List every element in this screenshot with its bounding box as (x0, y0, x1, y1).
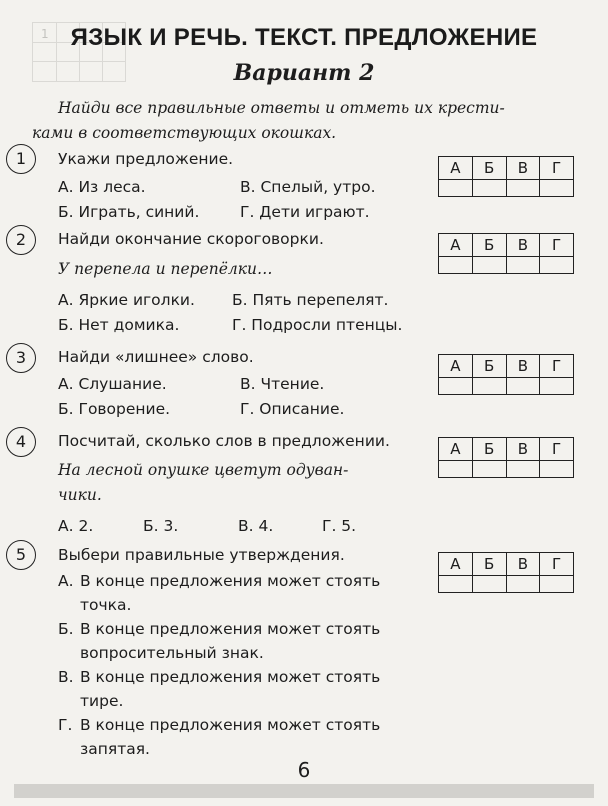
statement-a-line-1: В конце предложения может стоять (80, 572, 381, 590)
question-2-option-a: А. Яркие иголки. (58, 291, 195, 309)
question-number-1: 1 (6, 144, 36, 174)
answer-letter-d: Г (540, 157, 574, 180)
answer-box-4-b[interactable] (472, 461, 506, 478)
question-3-option-d: Г. Описание. (240, 400, 345, 418)
question-4-example-line-2: чики. (58, 486, 102, 504)
statement-b-line-1: В конце предложения может стоять (80, 620, 381, 638)
answer-box-2-b[interactable] (472, 257, 506, 274)
statement-b-letter: Б. (58, 620, 74, 638)
answer-grid-1 (438, 156, 574, 197)
answer-box-2-c[interactable] (506, 257, 540, 274)
answer-letter-a: А (439, 553, 473, 576)
answer-letter-d: Г (540, 553, 574, 576)
answer-grid-2 (438, 233, 574, 274)
answer-letter-b: Б (472, 438, 506, 461)
statement-d-letter: Г. (58, 716, 73, 734)
answer-box-4-c[interactable] (506, 461, 540, 478)
question-2-option-d: Г. Подросли птенцы. (232, 316, 403, 334)
statement-a-letter: А. (58, 572, 74, 590)
answer-box-5-a[interactable] (439, 576, 473, 593)
statement-d-line-1: В конце предложения может стоять (80, 716, 381, 734)
answer-letter-b: Б (472, 157, 506, 180)
question-1-option-c: В. Спелый, утро. (240, 178, 376, 196)
answer-letter-c: В (506, 234, 540, 257)
question-2-prompt: Найди окончание скороговорки. (58, 230, 324, 248)
answer-letter-c: В (506, 355, 540, 378)
answer-box-5-d[interactable] (540, 576, 574, 593)
question-3-prompt: Найди «лишнее» слово. (58, 348, 254, 366)
statement-d-line-2: запятая. (80, 740, 150, 758)
answer-box-3-c[interactable] (506, 378, 540, 395)
page-number: 6 (297, 758, 311, 782)
instruction-line-1: Найди все правильные ответы и отметь их крести- (58, 99, 505, 117)
question-number-3: 3 (6, 343, 36, 373)
question-4-option-a: А. 2. (58, 517, 94, 535)
instruction-line-2: ками в соответствующих окошках. (32, 124, 337, 142)
answer-box-1-c[interactable] (506, 180, 540, 197)
question-number-4: 4 (6, 427, 36, 457)
answer-letter-b: Б (472, 234, 506, 257)
answer-letter-b: Б (472, 355, 506, 378)
answer-box-2-a[interactable] (439, 257, 473, 274)
answer-grid-3 (438, 354, 574, 395)
question-4-option-d: Г. 5. (322, 517, 357, 535)
statement-c-line-1: В конце предложения может стоять (80, 668, 381, 686)
answer-letter-c: В (506, 553, 540, 576)
answer-box-5-c[interactable] (506, 576, 540, 593)
answer-box-5-b[interactable] (472, 576, 506, 593)
statement-b-line-2: вопросительный знак. (80, 644, 264, 662)
answer-box-4-a[interactable] (439, 461, 473, 478)
question-4-option-b: Б. 3. (143, 517, 179, 535)
question-1-option-b: Б. Играть, синий. (58, 203, 200, 221)
answer-letter-a: А (439, 157, 473, 180)
question-4-example-line-1: На лесной опушке цветут одуван- (58, 461, 349, 479)
answer-box-3-a[interactable] (439, 378, 473, 395)
answer-letter-d: Г (540, 355, 574, 378)
answer-letter-a: А (439, 234, 473, 257)
answer-box-1-d[interactable] (540, 180, 574, 197)
question-number-2: 2 (6, 225, 36, 255)
question-1-option-a: А. Из леса. (58, 178, 146, 196)
statement-a-line-2: точка. (80, 596, 132, 614)
ghost-number: 1 (41, 27, 49, 41)
answer-box-1-b[interactable] (472, 180, 506, 197)
question-2-option-b: Б. Нет домика. (58, 316, 180, 334)
answer-box-2-d[interactable] (540, 257, 574, 274)
statement-c-line-2: тире. (80, 692, 124, 710)
answer-box-3-d[interactable] (540, 378, 574, 395)
answer-letter-a: А (439, 355, 473, 378)
question-2-option-c: Б. Пять перепелят. (232, 291, 389, 309)
answer-letter-b: Б (472, 553, 506, 576)
answer-box-1-a[interactable] (439, 180, 473, 197)
statement-c-letter: В. (58, 668, 74, 686)
question-4-prompt: Посчитай, сколько слов в предложении. (58, 432, 390, 450)
answer-box-4-d[interactable] (540, 461, 574, 478)
answer-letter-c: В (506, 157, 540, 180)
question-3-option-a: А. Слушание. (58, 375, 167, 393)
page-title: ЯЗЫК И РЕЧЬ. ТЕКСТ. ПРЕДЛОЖЕНИЕ (70, 24, 538, 51)
answer-grid-4 (438, 437, 574, 478)
instruction (32, 96, 558, 146)
answer-letter-d: Г (540, 234, 574, 257)
answer-box-3-b[interactable] (472, 378, 506, 395)
answer-letter-a: А (439, 438, 473, 461)
footer-bar (14, 784, 594, 798)
question-5-prompt: Выбери правильные утверждения. (58, 546, 345, 564)
question-3-option-b: Б. Говорение. (58, 400, 171, 418)
answer-letter-c: В (506, 438, 540, 461)
question-3-option-c: В. Чтение. (240, 375, 325, 393)
answer-grid-5 (438, 552, 574, 593)
question-2-example: У перепела и перепёлки… (58, 260, 273, 278)
variant-subtitle: Вариант 2 (233, 60, 375, 86)
answer-letter-d: Г (540, 438, 574, 461)
question-1-option-d: Г. Дети играют. (240, 203, 370, 221)
question-number-5: 5 (6, 540, 36, 570)
question-4-option-c: В. 4. (238, 517, 274, 535)
question-1-prompt: Укажи предложение. (58, 150, 234, 168)
